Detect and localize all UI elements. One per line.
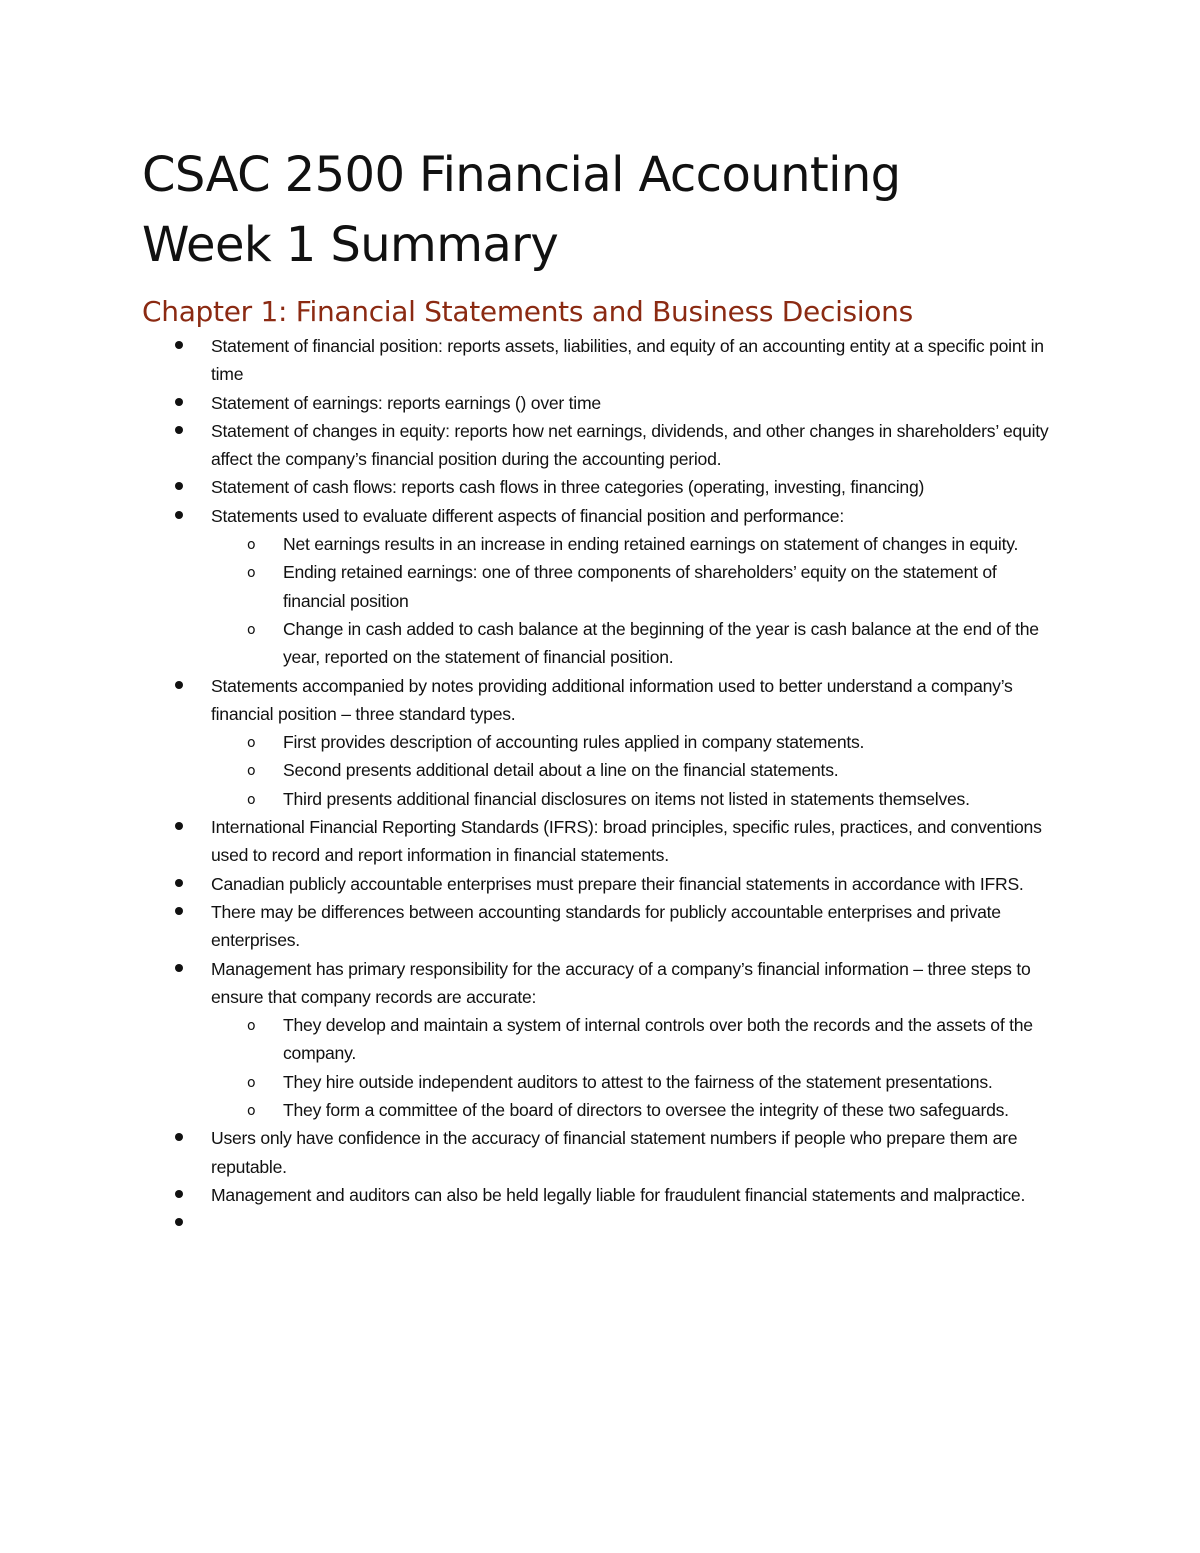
filled-bullet-icon [175, 341, 183, 349]
summary-bullet-list [0, 332, 1200, 1238]
filled-bullet-icon [175, 1218, 183, 1226]
sub-bullet-item [0, 530, 1200, 558]
bullet-text: Canadian publicly accountable enterprises must prepare their financial statements in accordance with IFRS. [211, 873, 1024, 894]
chapter-heading: Chapter 1: Financial Statements and Business Decisions [142, 295, 913, 328]
bullet-text: Statement of changes in equity: reports how net earnings, dividends, and other changes in shareholders’ equity affect the company’s financial position during the accounting period. [211, 420, 1049, 470]
sub-bullet-item [0, 728, 1200, 756]
bullet-item [0, 502, 1200, 530]
filled-bullet-icon [175, 964, 183, 972]
bullet-text [211, 1209, 1061, 1237]
title-line-2: Week 1 Summary [142, 217, 559, 273]
filled-bullet-icon [175, 907, 183, 915]
sub-bullet-item [0, 1096, 1200, 1124]
hollow-bullet-icon: o [247, 791, 256, 808]
bullet-text: Ending retained earnings: one of three components of shareholders’ equity on the statement of financial position [283, 562, 997, 611]
bullet-text: Statement of cash flows: reports cash flows in three categories (operating, investing, financing) [211, 477, 925, 498]
bullet-text: Second presents additional detail about a line on the financial statements. [283, 760, 839, 781]
document-title [142, 140, 1122, 280]
bullet-text: They develop and maintain a system of internal controls over both the records and the assets of the company. [283, 1015, 1033, 1064]
bullet-item [0, 332, 1200, 389]
filled-bullet-icon [175, 482, 183, 490]
hollow-bullet-icon: o [247, 1103, 256, 1120]
filled-bullet-icon [175, 426, 183, 434]
bullet-text: First provides description of accounting rules applied in company statements. [283, 732, 865, 753]
bullet-item [0, 898, 1200, 955]
bullet-text: Users only have confidence in the accuracy of financial statement numbers if people who prepare them are reputable. [211, 1128, 1018, 1177]
bullet-item [0, 955, 1200, 1012]
bullet-text: Statement of financial position: reports assets, liabilities, and equity of an accounting entity at a specific point in time [211, 336, 1044, 385]
hollow-bullet-icon: o [247, 565, 256, 582]
bullet-text: Management and auditors can also be held legally liable for fraudulent financial statements and malpractice. [211, 1184, 1026, 1205]
filled-bullet-icon [175, 879, 183, 887]
hollow-bullet-icon: o [247, 537, 256, 554]
hollow-bullet-icon: o [247, 621, 256, 638]
bullet-text: Statements used to evaluate different aspects of financial position and performance: [211, 505, 844, 526]
filled-bullet-icon [175, 398, 183, 406]
sub-bullet-item [0, 615, 1200, 672]
bullet-item [0, 389, 1200, 417]
title-line-1: CSAC 2500 Financial Accounting [142, 147, 901, 203]
bullet-text: Change in cash added to cash balance at the beginning of the year is cash balance at the end of the year, reported on the statement of financial position. [283, 618, 1039, 668]
bullet-text: Third presents additional financial disclosures on items not listed in statements themselves. [283, 788, 970, 809]
bullet-item [0, 473, 1200, 501]
sub-bullet-item [0, 558, 1200, 615]
bullet-item [0, 1209, 1200, 1237]
bullet-item [0, 417, 1200, 474]
hollow-bullet-icon: o [247, 1074, 256, 1091]
filled-bullet-icon [175, 1190, 183, 1198]
filled-bullet-icon [175, 681, 183, 689]
bullet-text: Statements accompanied by notes providing additional information used to better understand a company’s financial position – three standard types. [211, 675, 1013, 724]
bullet-item [0, 1124, 1200, 1181]
bullet-text: Statement of earnings: reports earnings () over time [211, 392, 601, 413]
bullet-text: There may be differences between accounting standards for publicly accountable enterprises and private enterprises. [211, 901, 1001, 951]
bullet-text: Management has primary responsibility for the accuracy of a company’s financial information – three steps to ensure that company records are accurate: [211, 958, 1031, 1007]
bullet-text: They hire outside independent auditors to attest to the fairness of the statement presentations. [283, 1071, 993, 1092]
bullet-item [0, 1181, 1200, 1209]
hollow-bullet-icon: o [247, 1018, 256, 1035]
sub-bullet-item [0, 785, 1200, 813]
bullet-text: International Financial Reporting Standards (IFRS): broad principles, specific rules, practices, and conventions used to record and report information in financial statements. [211, 817, 1042, 866]
bullet-item [0, 672, 1200, 729]
bullet-item [0, 813, 1200, 870]
hollow-bullet-icon: o [247, 735, 256, 752]
hollow-bullet-icon: o [247, 763, 256, 780]
filled-bullet-icon [175, 511, 183, 519]
sub-bullet-item [0, 1011, 1200, 1068]
filled-bullet-icon [175, 1133, 183, 1141]
bullet-item [0, 870, 1200, 898]
bullet-text: Net earnings results in an increase in ending retained earnings on statement of changes in equity. [283, 534, 1019, 555]
sub-bullet-item [0, 1068, 1200, 1096]
bullet-text: They form a committee of the board of directors to oversee the integrity of these two safeguards. [283, 1100, 1009, 1121]
filled-bullet-icon [175, 822, 183, 830]
sub-bullet-item [0, 756, 1200, 784]
